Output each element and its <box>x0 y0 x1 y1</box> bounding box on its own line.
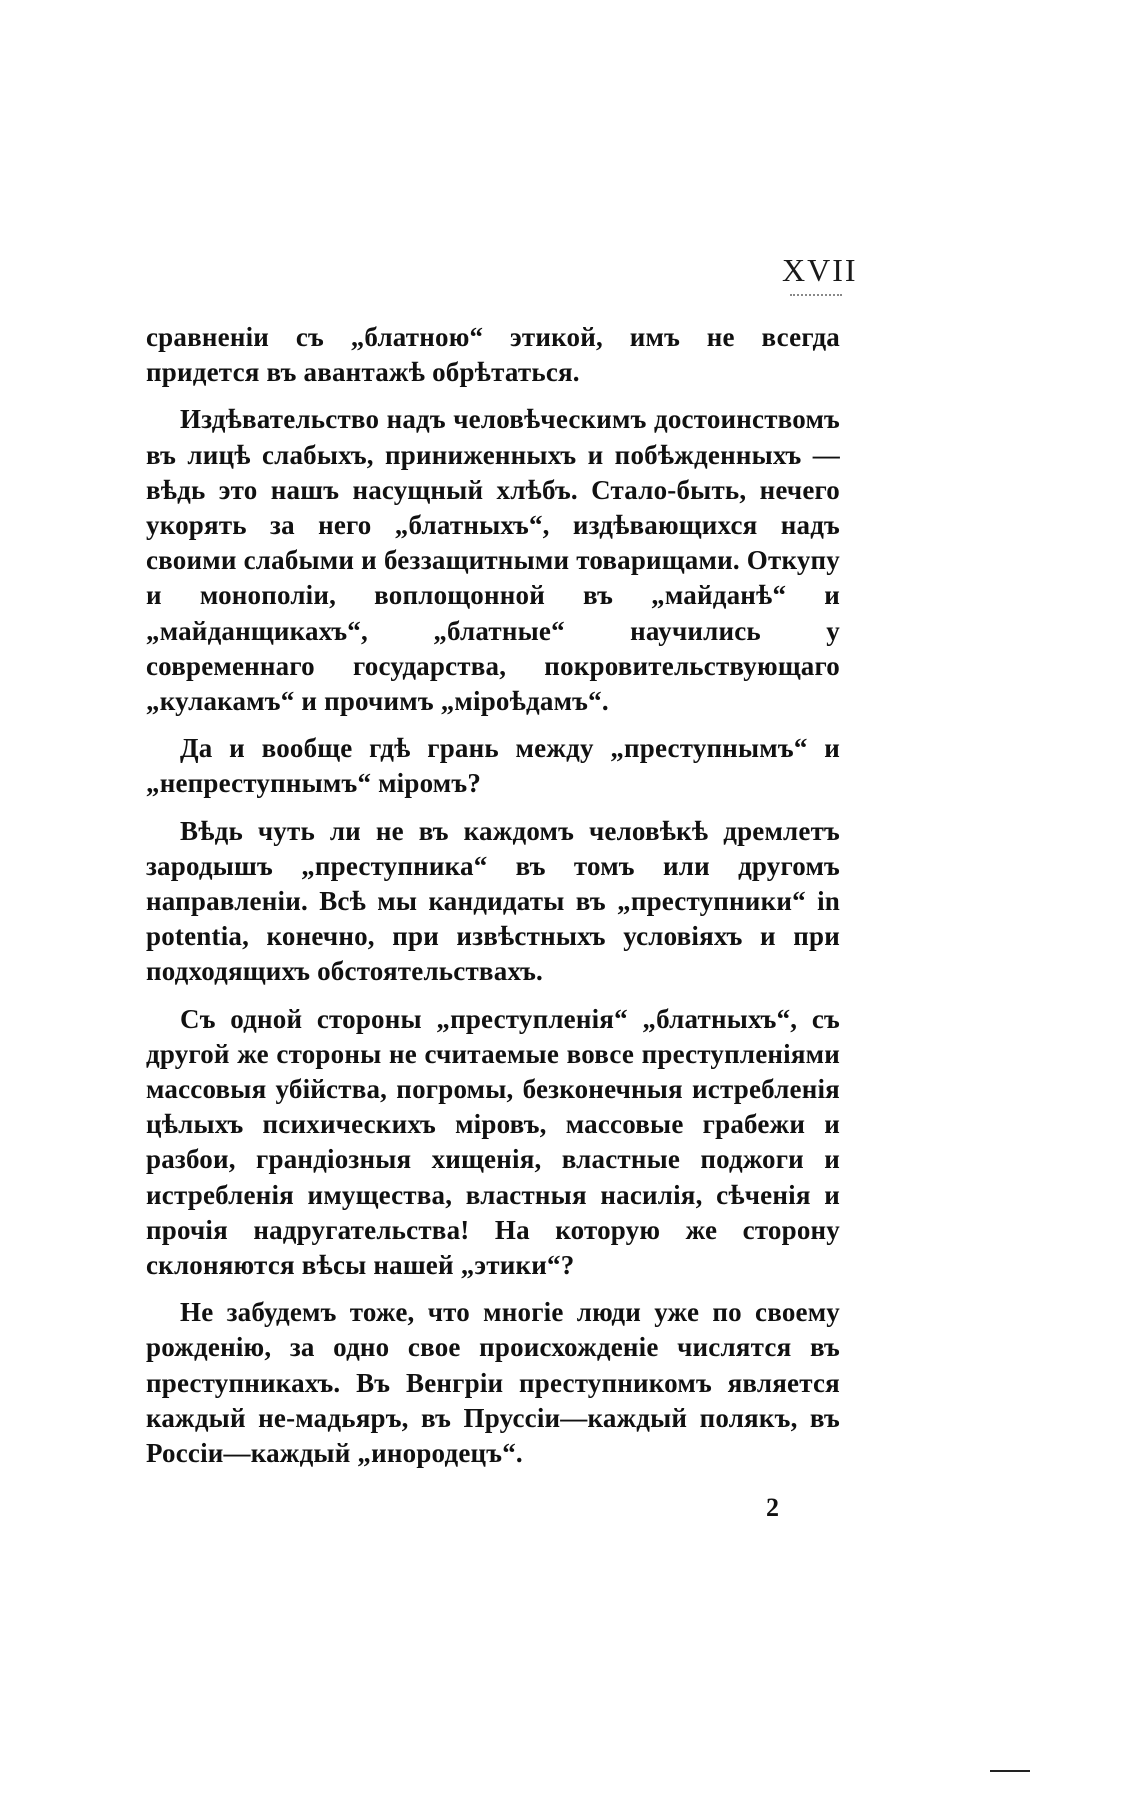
signature-mark: 2 <box>766 1493 779 1522</box>
paragraph-continuation: сравненіи съ „блатною“ этикой, имъ не всегда придется въ авантажѣ обрѣтаться. <box>146 322 840 388</box>
page-folio: XVII <box>782 252 858 288</box>
paragraph: Не забудемъ тоже, что многіе люди уже по своему рожденію, за одно свое происхожденіе числятся въ преступникахъ. Въ Венгріи преступникомъ является каждый не-мадьяръ, въ Пруссіи—каждый полякъ, въ Россіи—каждый „инородецъ“. <box>146 1297 840 1469</box>
body-text <box>146 320 840 1483</box>
paragraph: Да и вообще гдѣ грань между „преступнымъ“ и „непреступнымъ“ міромъ? <box>146 733 840 799</box>
paragraph: Издѣвательство надъ человѣческимъ достоинствомъ въ лицѣ слабыхъ, приниженныхъ и побѣжденныхъ — вѣдь это нашъ насущный хлѣбъ. Стало-быть, нечего укорять за него „блатныхъ“, издѣвающихся надъ своими слабыми и беззащитными товарищами. Откупу и монополіи, воплощонной въ „майданѣ“ и „майданщикахъ“, „блатные“ научились у современнаго государства, покровительствующаго „кулакамъ“ и прочимъ „міроѣдамъ“. <box>146 404 840 717</box>
paragraph: Вѣдь чуть ли не въ каждомъ человѣкѣ дремлетъ зародышъ „преступника“ въ томъ или другомъ направленіи. Всѣ мы кандидаты въ „преступники“ in potentia, конечно, при извѣстныхъ условіяхъ и при подходящихъ обстоятельствахъ. <box>146 815 840 987</box>
paragraph: Съ одной стороны „преступленія“ „блатныхъ“, съ другой же стороны не считаемые вовсе преступленіями массовыя убійства, погромы, безконечныя истребленія цѣлыхъ психическихъ міровъ, массовые грабежи и разбои, грандіозныя хищенія, властные поджоги и истребленія имущества, властныя насилія, сѣченія и прочія надругательства! На которую же сторону склоняются вѣсы нашей „этики“? <box>146 1003 840 1281</box>
folio-underline <box>790 294 842 296</box>
margin-rule <box>990 1770 1030 1772</box>
